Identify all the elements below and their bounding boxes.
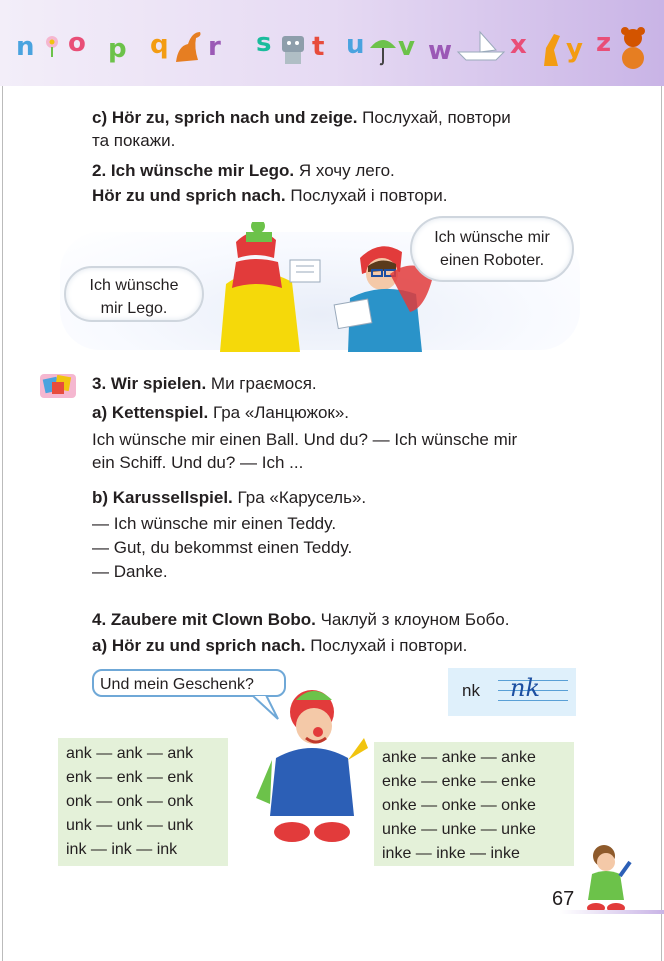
section-4a-line	[92, 635, 467, 657]
nk-label: nk	[462, 681, 480, 700]
section-4-title-line	[92, 609, 509, 631]
section-3a-text-1: Ich wünsche mir einen Ball. Und du? — Ich wünsche mir	[92, 430, 518, 449]
section-2-instruction-translation: Послухай і повтори.	[290, 186, 448, 205]
section-2-instruction: Hör zu und sprich nach.	[92, 186, 286, 205]
section-c-translation-cont: та покажи.	[92, 131, 176, 150]
speech-cloud-roboter	[410, 216, 574, 282]
section-3-title-line	[92, 373, 317, 395]
section-4a-translation: Послухай і повтори.	[310, 636, 468, 655]
dialog-line: — Gut, du bekommst einen Teddy.	[92, 538, 353, 557]
giraffe-icon	[536, 28, 568, 68]
section-3a-translation: Гра «Ланцюжок».	[212, 403, 350, 422]
syllable-row: onk — onk — onk	[66, 793, 194, 810]
section-3b-label: b) Karussellspiel.	[92, 488, 233, 507]
section-c-translation: Послухай, повтори	[362, 108, 511, 127]
section-c-label: c) Hör zu, sprich nach und zeige.	[92, 108, 358, 127]
syllables-right-box	[374, 742, 574, 866]
dinosaur-icon	[172, 26, 204, 66]
section-4-title-translation: Чаклуй з клоуном Бобо.	[320, 610, 510, 629]
banner-letter: v	[398, 32, 415, 62]
syllable-row: unke — unke — unke	[382, 821, 536, 838]
banner-letter: u	[346, 30, 365, 60]
page-number: 67	[552, 888, 575, 910]
page-number-underline	[560, 910, 664, 914]
dialog-line: — Danke.	[92, 562, 168, 581]
banner-letter: t	[312, 32, 325, 62]
syllable-row: ink — ink — ink	[66, 841, 178, 858]
banner-letter: n	[16, 32, 35, 62]
section-2-instruction-line	[92, 185, 447, 207]
banner-letter: q	[150, 30, 169, 60]
robot-icon	[276, 30, 310, 66]
teddy-bear-icon	[616, 26, 650, 70]
section-3a-label: a) Kettenspiel.	[92, 403, 209, 422]
nk-handwriting: nk	[510, 674, 540, 702]
banner-letter: y	[566, 34, 583, 64]
flower-icon	[42, 34, 62, 58]
banner-letter: z	[596, 28, 612, 58]
speech-cloud-lego	[64, 266, 204, 322]
syllables-left-box	[58, 738, 228, 866]
nk-writing-card	[448, 668, 576, 716]
banner-letter: p	[108, 34, 127, 64]
section-4-title: 4. Zaubere mit Clown Bobo.	[92, 610, 316, 629]
section-3-title: 3. Wir spielen.	[92, 374, 207, 393]
syllable-row: inke — inke — inke	[382, 845, 520, 862]
section-4a-label: a) Hör zu und sprich nach.	[92, 636, 306, 655]
section-3a-text-2: ein Schiff. Und du? — Ich ...	[92, 453, 304, 472]
banner-letter: w	[428, 36, 453, 66]
section-3-title-translation: Ми граємося.	[210, 374, 317, 393]
section-3b-line	[92, 487, 366, 509]
page-edge-right	[661, 86, 662, 961]
dialog-line: — Ich wünsche mir einen Teddy.	[92, 514, 337, 533]
game-cubes-icon	[40, 370, 76, 400]
cloud-lego-line-1: Ich wünsche	[89, 277, 179, 294]
banner-letter: r	[208, 32, 221, 62]
section-2-title-line	[92, 160, 395, 182]
cloud-lego-line-2: mir Lego.	[100, 300, 168, 317]
banner-letter: s	[256, 28, 272, 58]
section-2-title: 2. Ich wünsche mir Lego.	[92, 161, 295, 180]
alphabet-banner	[0, 0, 664, 86]
umbrella-icon	[368, 32, 398, 66]
clown-bobo-illustration	[236, 678, 376, 848]
banner-letter: x	[510, 30, 527, 60]
page-edge-left	[2, 86, 3, 961]
syllable-row: unk — unk — unk	[66, 817, 194, 834]
small-clown-illustration	[578, 842, 632, 914]
syllable-row: enke — enke — enke	[382, 773, 536, 790]
syllable-row: onke — onke — onke	[382, 797, 536, 814]
syllable-row: anke — anke — anke	[382, 749, 536, 766]
speech-bubble-geschenk: Und mein Geschenk?	[92, 669, 286, 697]
section-3a-line	[92, 402, 349, 424]
ship-icon	[456, 30, 506, 62]
alphabet-strip	[12, 26, 652, 74]
cloud-roboter-line-1: Ich wünsche mir	[434, 229, 550, 246]
syllable-row: ank — ank — ank	[66, 745, 194, 762]
section-2-title-translation: Я хочу лего.	[298, 161, 395, 180]
banner-letter: o	[68, 28, 86, 58]
girl-with-notepad-illustration	[196, 222, 346, 354]
syllable-row: enk — enk — enk	[66, 769, 194, 786]
cloud-roboter-line-2: einen Roboter.	[439, 252, 545, 269]
section-3b-translation: Гра «Карусель».	[237, 488, 367, 507]
section-c-line-1	[92, 107, 511, 129]
